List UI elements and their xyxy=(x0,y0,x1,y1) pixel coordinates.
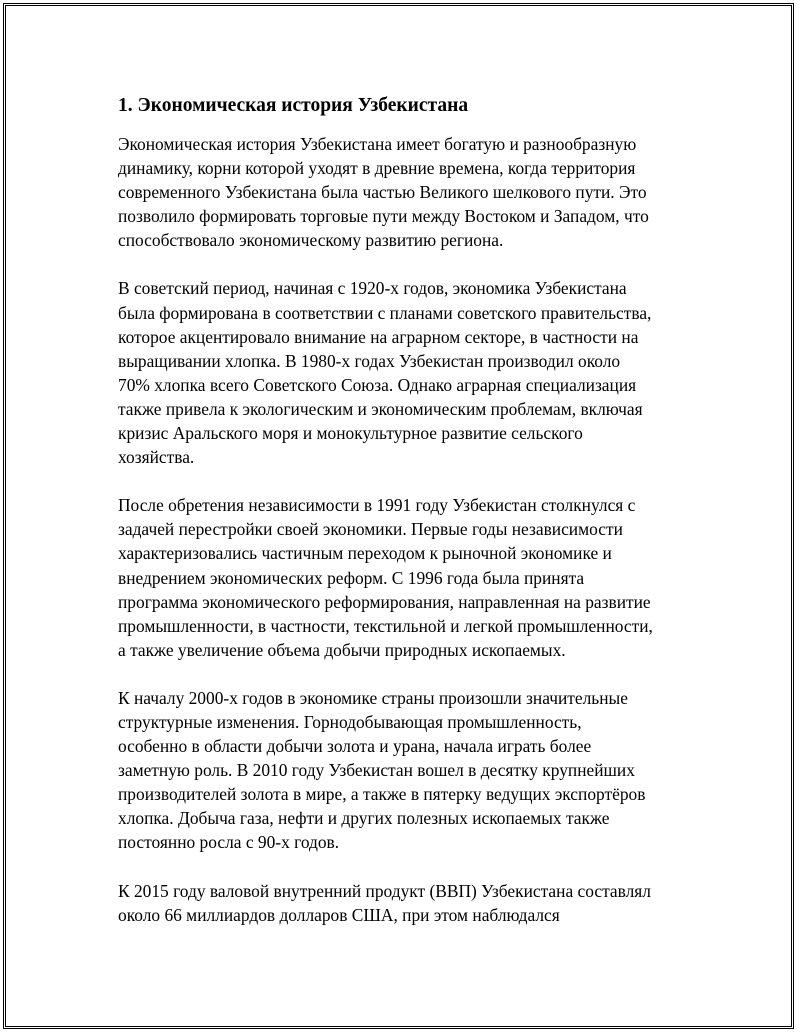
text-line: выращивании хлопка. В 1980-х годах Узбекистан производил около xyxy=(118,350,621,371)
text-line: К 2015 году валовой внутренний продукт (ВВП) Узбекистана составлял xyxy=(118,880,651,901)
text-line: особенно в области добычи золота и урана, начала играть более xyxy=(118,736,592,757)
section-heading: 1. Экономическая история Узбекистана xyxy=(118,95,469,116)
paragraph-soviet-period xyxy=(118,276,698,469)
text-line: После обретения независимости в 1991 году Узбекистан столкнулся с xyxy=(118,495,636,516)
text-line: которое акцентировало внимание на аграрном секторе, в частности на xyxy=(118,326,639,347)
paragraph-independence xyxy=(118,493,698,662)
text-line: 70% хлопка всего Советского Союза. Однако аграрная специализация xyxy=(118,374,637,395)
text-line: К началу 2000-х годов в экономике страны произошли значительные xyxy=(118,687,628,708)
text-line: структурные изменения. Горнодобывающая промышленность, xyxy=(118,711,582,732)
text-line: кризис Аральского моря и монокультурное развитие сельского xyxy=(118,423,583,444)
text-line: постоянно росла с 90-х годов. xyxy=(118,832,340,853)
text-line: характеризовались частичным переходом к рыночной экономике и xyxy=(118,543,612,564)
text-line: современного Узбекистана была частью Великого шелкового пути. Это xyxy=(118,182,647,203)
document-body xyxy=(118,94,698,951)
text-line: также привела к экологическим и экономическим проблемам, включая xyxy=(118,398,643,419)
text-line: была формирована в соответствии с планами советского правительства, xyxy=(118,302,652,323)
text-line: позволило формировать торговые пути между Востоком и Западом, что xyxy=(118,206,649,227)
text-line: задачей перестройки своей экономики. Первые годы независимости xyxy=(118,519,623,540)
text-line: заметную роль. В 2010 году Узбекистан вошел в десятку крупнейших xyxy=(118,760,635,781)
text-line: а также увеличение объема добычи природных ископаемых. xyxy=(118,639,566,660)
text-line: программа экономического реформирования, направленная на развитие xyxy=(118,591,651,612)
text-line: динамику, корни которой уходят в древние времена, когда территория xyxy=(118,158,636,179)
text-line: внедрением экономических реформ. С 1996 года была принята xyxy=(118,567,585,588)
text-line: хозяйства. xyxy=(118,447,195,468)
text-line: производителей золота в мире, а также в пятерку ведущих экспортёров xyxy=(118,784,646,805)
text-line: Экономическая история Узбекистана имеет богатую и разнообразную xyxy=(118,134,637,154)
paragraph-gdp-2015 xyxy=(118,879,698,927)
paragraph-silk-road xyxy=(118,132,698,252)
text-line: около 66 миллиардов долларов США, при этом наблюдался xyxy=(118,904,560,925)
text-line: промышленности, в частности, текстильной и легкой промышленности, xyxy=(118,615,653,636)
paragraph-2000s xyxy=(118,686,698,855)
text-line: хлопка. Добыча газа, нефти и других полезных ископаемых также xyxy=(118,808,610,829)
text-line: способствовало экономическому развитию региона. xyxy=(118,230,504,251)
text-line: В советский период, начиная с 1920-х годов, экономика Узбекистана xyxy=(118,278,627,299)
